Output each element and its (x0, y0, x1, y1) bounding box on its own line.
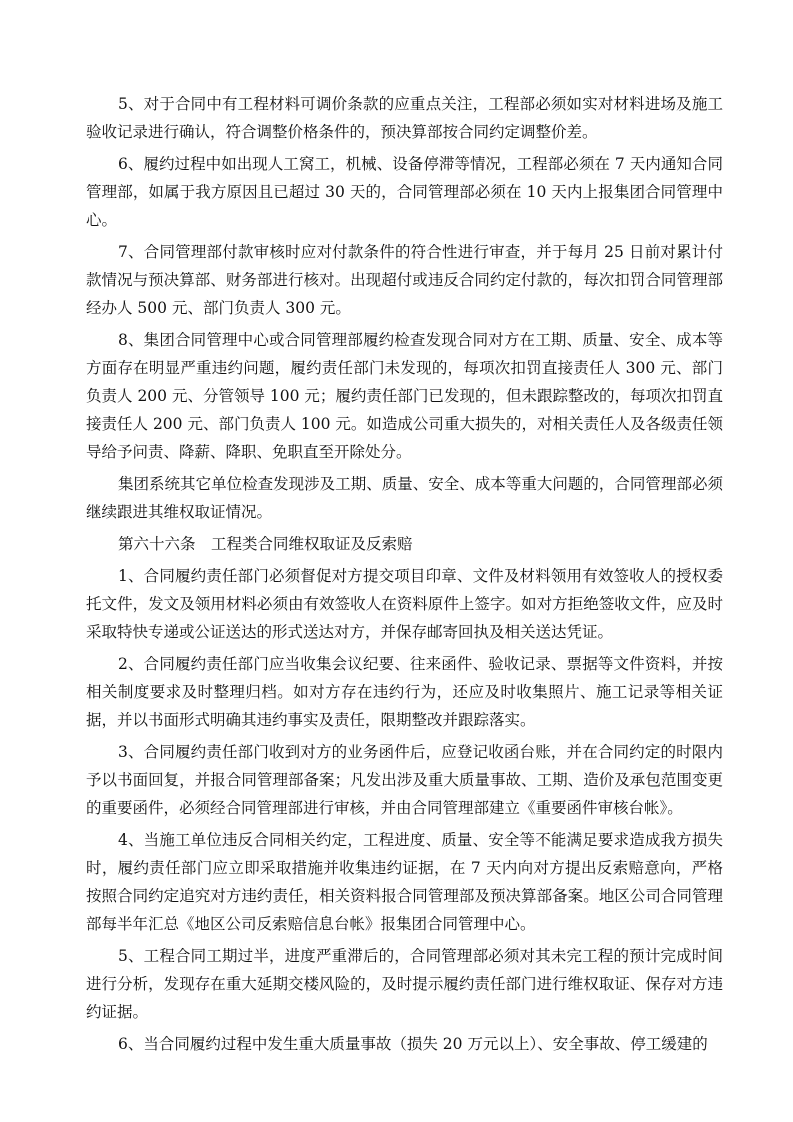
paragraph-item-4-counterclaim: 4、当施工单位违反合同相关约定，工程进度、质量、安全等不能满足要求造成我方损失时，履约责任部门应立即采取措施并收集违约证据，在 7 天内向对方提出反索赔意向，严格按照合同约定追究对方违约责任，相关资料报合同管理部及预决算部备案。地区公司合同管理部每半年汇总《地区公司反索赔信息台帐》报集团合同管理中心。 (86, 831, 723, 933)
paragraph-item-5-material-price: 5、对于合同中有工程材料可调价条款的应重点关注，工程部必须如实对材料进场及施工验收记录进行确认，符合调整价格条件的，预决算部按合同约定调整价差。 (86, 95, 723, 141)
paragraph-item-2-documentation: 2、合同履约责任部门应当收集会议纪要、往来函件、验收记录、票据等文件资料，并按相关制度要求及时整理归档。如对方存在违约行为，还应及时收集照片、施工记录等相关证据，并以书面形式明确其违约事实及责任，限期整改并跟踪落实。 (86, 655, 723, 729)
paragraph-group-inspection: 集团系统其它单位检查发现涉及工期、质量、安全、成本等重大问题的，合同管理部必须继续跟进其维权取证情况。 (86, 475, 723, 521)
paragraph-item-8-inspection-penalty: 8、集团合同管理中心或合同管理部履约检查发现合同对方在工期、质量、安全、成本等方面存在明显严重违约问题，履约责任部门未发现的，每项次扣罚直接责任人 300 元、部门负责人 200 元、分管领导 100 元；履约责任部门已发现的，但未跟踪整改的，每项次扣罚直接责任人 200 元、部门负责人 100 元。如造成公司重大损失的，对相关责任人及各级责任领导给予问责、降薪、降职、免职直至开除处分。 (86, 331, 723, 461)
paragraph-item-1-authorization: 1、合同履约责任部门必须督促对方提交项目印章、文件及材料领用有效签收人的授权委托文件，发文及领用材料必须由有效签收人在资料原件上签字。如对方拒绝签收文件，应及时采取特快专递或公证送达的形式送达对方，并保存邮寄回执及相关送达凭证。 (86, 567, 723, 641)
document-body (86, 90, 723, 1062)
paragraph-item-7-payment-review: 7、合同管理部付款审核时应对付款条件的符合性进行审查，并于每月 25 日前对累计付款情况与预决算部、财务部进行核对。出现超付或违反合同约定付款的，每次扣罚合同管理部经办人 500 元、部门负责人 300 元。 (86, 243, 723, 317)
paragraph-item-6-work-stoppage: 6、履约过程中如出现人工窝工，机械、设备停滞等情况，工程部必须在 7 天内通知合同管理部，如属于我方原因且已超过 30 天的，合同管理部必须在 10 天内上报集团合同管理中心。 (86, 155, 723, 229)
article-66-heading: 第六十六条 工程类合同维权取证及反索赔 (118, 535, 413, 553)
paragraph-item-5-schedule-delay: 5、工程合同工期过半，进度严重滞后的，合同管理部必须对其未完工程的预计完成时间进行分析，发现存在重大延期交楼风险的，及时提示履约责任部门进行维权取证、保存对方违约证据。 (86, 947, 723, 1021)
paragraph-item-6-major-incident: 6、当合同履约过程中发生重大质量事故（损失 20 万元以上）、安全事故、停工缓建的 (118, 1035, 708, 1053)
paragraph-item-3-correspondence: 3、合同履约责任部门收到对方的业务函件后，应登记收函台账，并在合同约定的时限内予以书面回复，并报合同管理部备案；凡发出涉及重大质量事故、工期、造价及承包范围变更的重要函件，必须经合同管理部进行审核，并由合同管理部建立《重要函件审核台帐》。 (86, 743, 723, 817)
